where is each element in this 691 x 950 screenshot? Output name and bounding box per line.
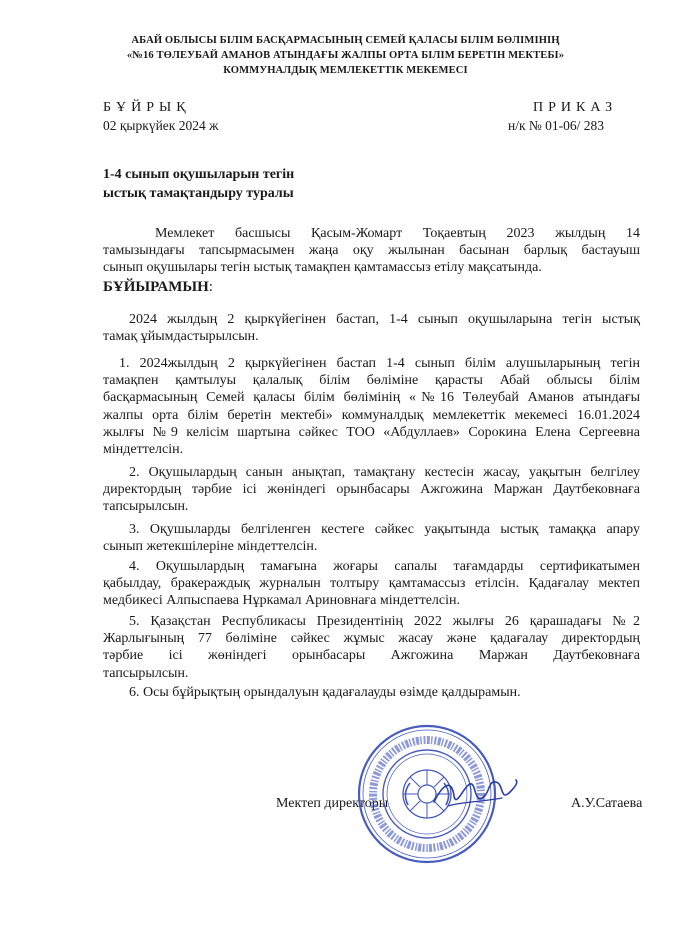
item-1-line-5: жылғы №9 келісім шартына сәйкес ТОО «Абдуллаев» Сорокина Елена Сергеевна bbox=[103, 424, 640, 440]
item-2-line-3: тапсырылсын. bbox=[103, 499, 189, 515]
intro-paragraph bbox=[103, 225, 640, 277]
item-2-line-1: 2. Оқушылардың санын анықтап, тамақтану кестесін жасау, уақытын белгілеу bbox=[129, 465, 640, 480]
handwritten-signature bbox=[430, 772, 520, 820]
item-3-line-2: сынып жетекшілеріне міндеттелсін. bbox=[103, 539, 318, 555]
intro-line-1: Мемлекет басшысы Қасым-Жомарт Тоқаевтың 2023 жылдың 14 bbox=[155, 226, 640, 241]
order-item-5 bbox=[103, 613, 640, 682]
item-4-line-2: қабылдау, бракераждық журналын толтыру қамтамассыз етілсін. Қадағалау мектеп bbox=[103, 576, 640, 592]
order-word-text: БҰЙЫРАМЫН bbox=[103, 279, 209, 295]
order-item-4 bbox=[103, 558, 640, 610]
statement-paragraph bbox=[103, 311, 640, 345]
intro-line-3: сынып оқушылары тегін ыстық тамақпен қамтамассыз етілу мақсатында. bbox=[103, 260, 542, 276]
item-1-line-4: жалпы орта білім беретін мектебі» коммуналдық мемлекеттік мекемесі 16.01.2024 bbox=[103, 407, 640, 423]
item-5-line-2: Жарлығының 77 бөліміне сәйкес жұмыс жасау және қадағалау директордың bbox=[103, 631, 640, 647]
statement-line-1: 2024 жылдың 2 қыркүйегінен бастап, 1-4 сынып оқушыларына тегін ыстық bbox=[129, 312, 640, 327]
item-3-line-1: 3. Оқушыларды белгіленген кестеге сәйкес уақытында ыстық тамаққа апару bbox=[129, 522, 640, 537]
institution-header-line-1: АБАЙ ОБЛЫСЫ БІЛІМ БАСҚАРМАСЫНЫҢ СЕМЕЙ ҚАЛАСЫ БІЛІМ БӨЛІМІНІҢ bbox=[131, 35, 560, 46]
signature-position: Мектеп директоры bbox=[276, 796, 389, 811]
order-item-1 bbox=[103, 355, 640, 458]
document-title-line-1: 1-4 сынып оқушыларын тегін bbox=[103, 167, 295, 182]
intro-line-2: тамызындағы тапсырмасымен жаңа оқу жылынан басынан барлық бастауыш bbox=[103, 243, 640, 259]
signature-name: А.У.Сатаева bbox=[571, 796, 643, 811]
order-label-kz: БҰЙРЫҚ bbox=[103, 100, 191, 115]
item-1-line-1: 1. 2024жылдың 2 қыркүйегінен бастап 1-4 сынып білім алушыларының тегін bbox=[119, 356, 640, 371]
item-1-line-6: міндеттелсін. bbox=[103, 442, 184, 458]
statement-line-2: тамақ ұйымдастырылсын. bbox=[103, 329, 259, 345]
item-5-line-4: тапсырылсын. bbox=[103, 665, 189, 681]
order-item-2 bbox=[103, 464, 640, 516]
item-6-line-1: 6. Осы бұйрықтың орындалуын қадағалауды өзімде қалдырамын. bbox=[129, 685, 521, 700]
item-1-line-2: тамақпен қамтылуы қалалық білім бөліміне қарасты Абай облысы білім bbox=[103, 373, 640, 389]
order-item-6 bbox=[103, 684, 640, 701]
item-5-line-1: 5. Қазақстан Республикасы Президентінің 2022 жылғы 26 қарашадағы №2 bbox=[129, 614, 640, 629]
order-word bbox=[103, 279, 213, 296]
item-2-line-2: директордың тәрбие ісі жөніндегі орынбасары Ажгожина Маржан Даутбековнаға bbox=[103, 482, 640, 498]
document-title-line-2: ыстық тамақтандыру туралы bbox=[103, 186, 294, 201]
order-item-3 bbox=[103, 521, 640, 555]
institution-header-line-3: КОММУНАЛДЫҚ МЕМЛЕКЕТТІК МЕКЕМЕСІ bbox=[223, 65, 468, 76]
item-4-line-1: 4. Оқушылардың тамағына жоғары сапалы тағамдарды сертификатымен bbox=[129, 559, 640, 574]
item-4-line-3: медбикесі Алпыспаева Нұркамал Ариновнаға міндеттелсін. bbox=[103, 593, 460, 609]
order-label-ru: ПРИКАЗ bbox=[533, 100, 618, 115]
order-word-colon: : bbox=[208, 279, 213, 295]
item-1-line-3: басқармасының Семей қаласы білім бөлімінің «№16 Төлеубай Аманов атындағы bbox=[103, 390, 640, 406]
item-5-line-3: тәрбие ісі жөніндегі орынбасары Ажгожина Маржан Даутбековнаға bbox=[103, 648, 640, 664]
institution-header-line-2: «№16 ТӨЛЕУБАЙ АМАНОВ АТЫНДАҒЫ ЖАЛПЫ ОРТА БІЛІМ БЕРЕТІН МЕКТЕБІ» bbox=[126, 50, 565, 61]
order-date: 02 қыркүйек 2024 ж bbox=[103, 118, 219, 133]
order-number: н/к № 01-06/ 283 bbox=[508, 118, 605, 133]
